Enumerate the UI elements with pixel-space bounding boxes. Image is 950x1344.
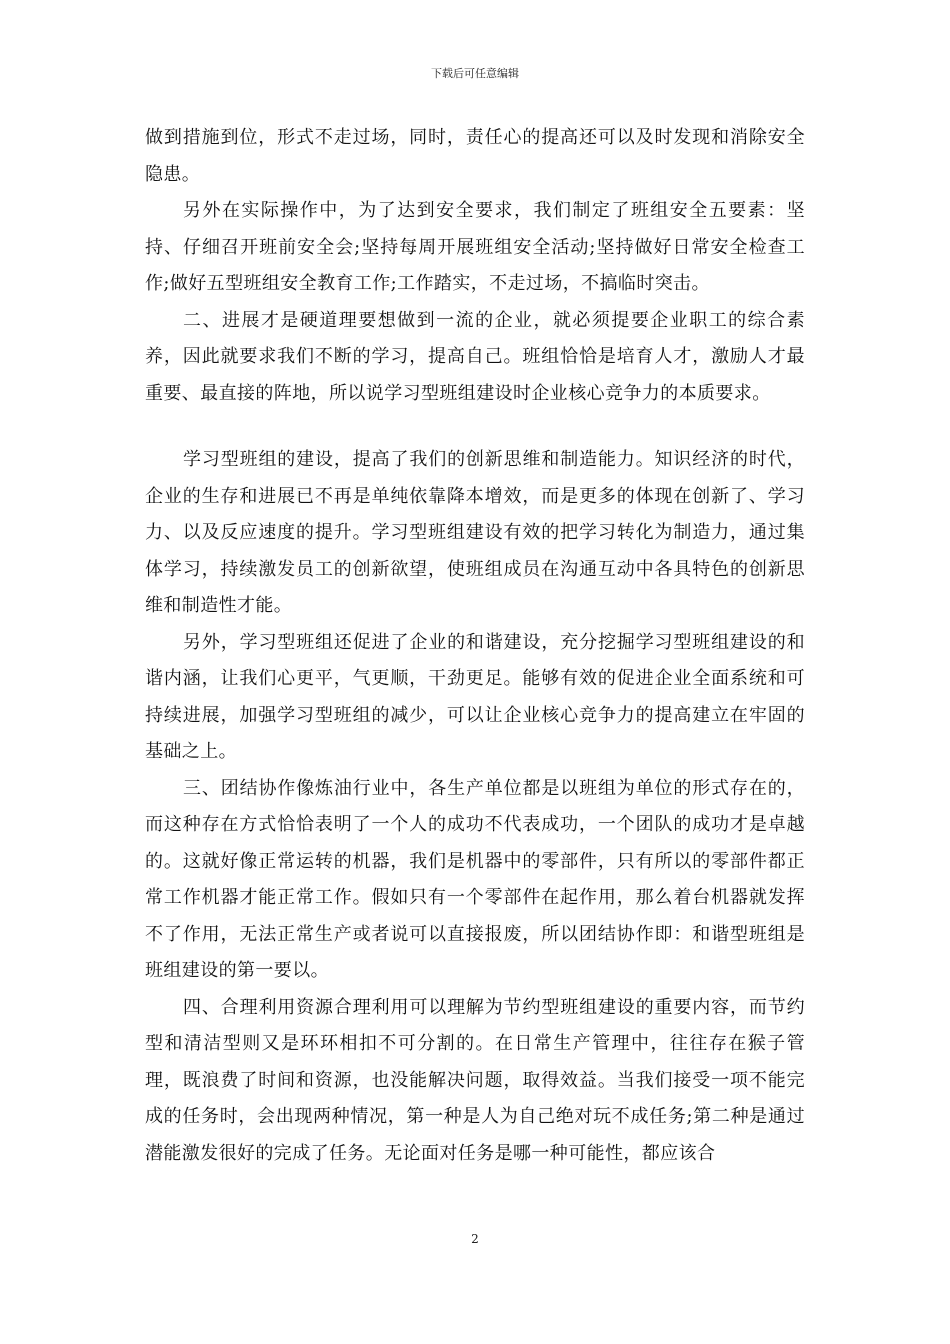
page-header (0, 67, 950, 81)
paragraph-spacer (145, 412, 805, 442)
paragraph-harmony: 另外，学习型班组还促进了企业的和谐建设，充分挖掘学习型班组建设的和谐内涵，让我们心更平，气更顺，干劲更足。能够有效的促进企业全面系统和可持续进展，加强学习型班组的减少，可以让企业核心竞争力的提高建立在牢固的基础之上。 (145, 631, 805, 762)
page-number: 2 (471, 1232, 479, 1246)
paragraph-safety-elements: 另外在实际操作中，为了达到安全要求，我们制定了班组安全五要素：坚持、仔细召开班前安全会;坚持每周开展班组安全活动;坚持做好日常安全检查工作;做好五型班组安全教育工作;工作踏实，不走过场，不搞临时突击。 (145, 200, 805, 294)
paragraph-continuation: 做到措施到位，形式不走过场，同时，责任心的提高还可以及时发现和消除安全隐患。 (145, 127, 805, 185)
document-body (145, 120, 805, 1172)
header-text: 下载后可任意编辑 (431, 67, 519, 80)
paragraph-section-two: 二、进展才是硬道理要想做到一流的企业，就必须提要企业职工的综合素养，因此就要求我们不断的学习，提高自己。班组恰恰是培育人才，激励人才最重要、最直接的阵地，所以说学习型班组建设时企业核心竞争力的本质要求。 (145, 309, 805, 404)
paragraph-learning-team: 学习型班组的建设，提高了我们的创新思维和制造能力。知识经济的时代，企业的生存和进展已不再是单纯依靠降本增效，而是更多的体现在创新了、学习力、以及反应速度的提升。学习型班组建设有效的把学习转化为制造力，通过集体学习，持续激发员工的创新欲望，使班组成员在沟通互动中各具特色的创新思维和制造性才能。 (145, 449, 805, 616)
page-footer (0, 1231, 950, 1247)
paragraph-section-three: 三、团结协作像炼油行业中，各生产单位都是以班组为单位的形式存在的，而这种存在方式恰恰表明了一个人的成功不代表成功，一个团队的成功才是卓越的。这就好像正常运转的机器，我们是机器中的零部件，只有所以的零部件都正常工作机器才能正常工作。假如只有一个零部件在起作用，那么着台机器就发挥不了作用，无法正常生产或者说可以直接报废，所以团结协作即：和谐型班组是班组建设的第一要以。 (145, 777, 805, 981)
paragraph-section-four: 四、合理利用资源合理利用可以理解为节约型班组建设的重要内容，而节约型和清洁型则又是环环相扣不可分割的。在日常生产管理中，往往存在猴子管理，既浪费了时间和资源，也没能解决问题，取得效益。当我们接受一项不能完成的任务时，会出现两种情况，第一种是人为自己绝对玩不成任务;第二种是通过潜能激发很好的完成了任务。无论面对任务是哪一种可能性，都应该合 (145, 996, 805, 1164)
